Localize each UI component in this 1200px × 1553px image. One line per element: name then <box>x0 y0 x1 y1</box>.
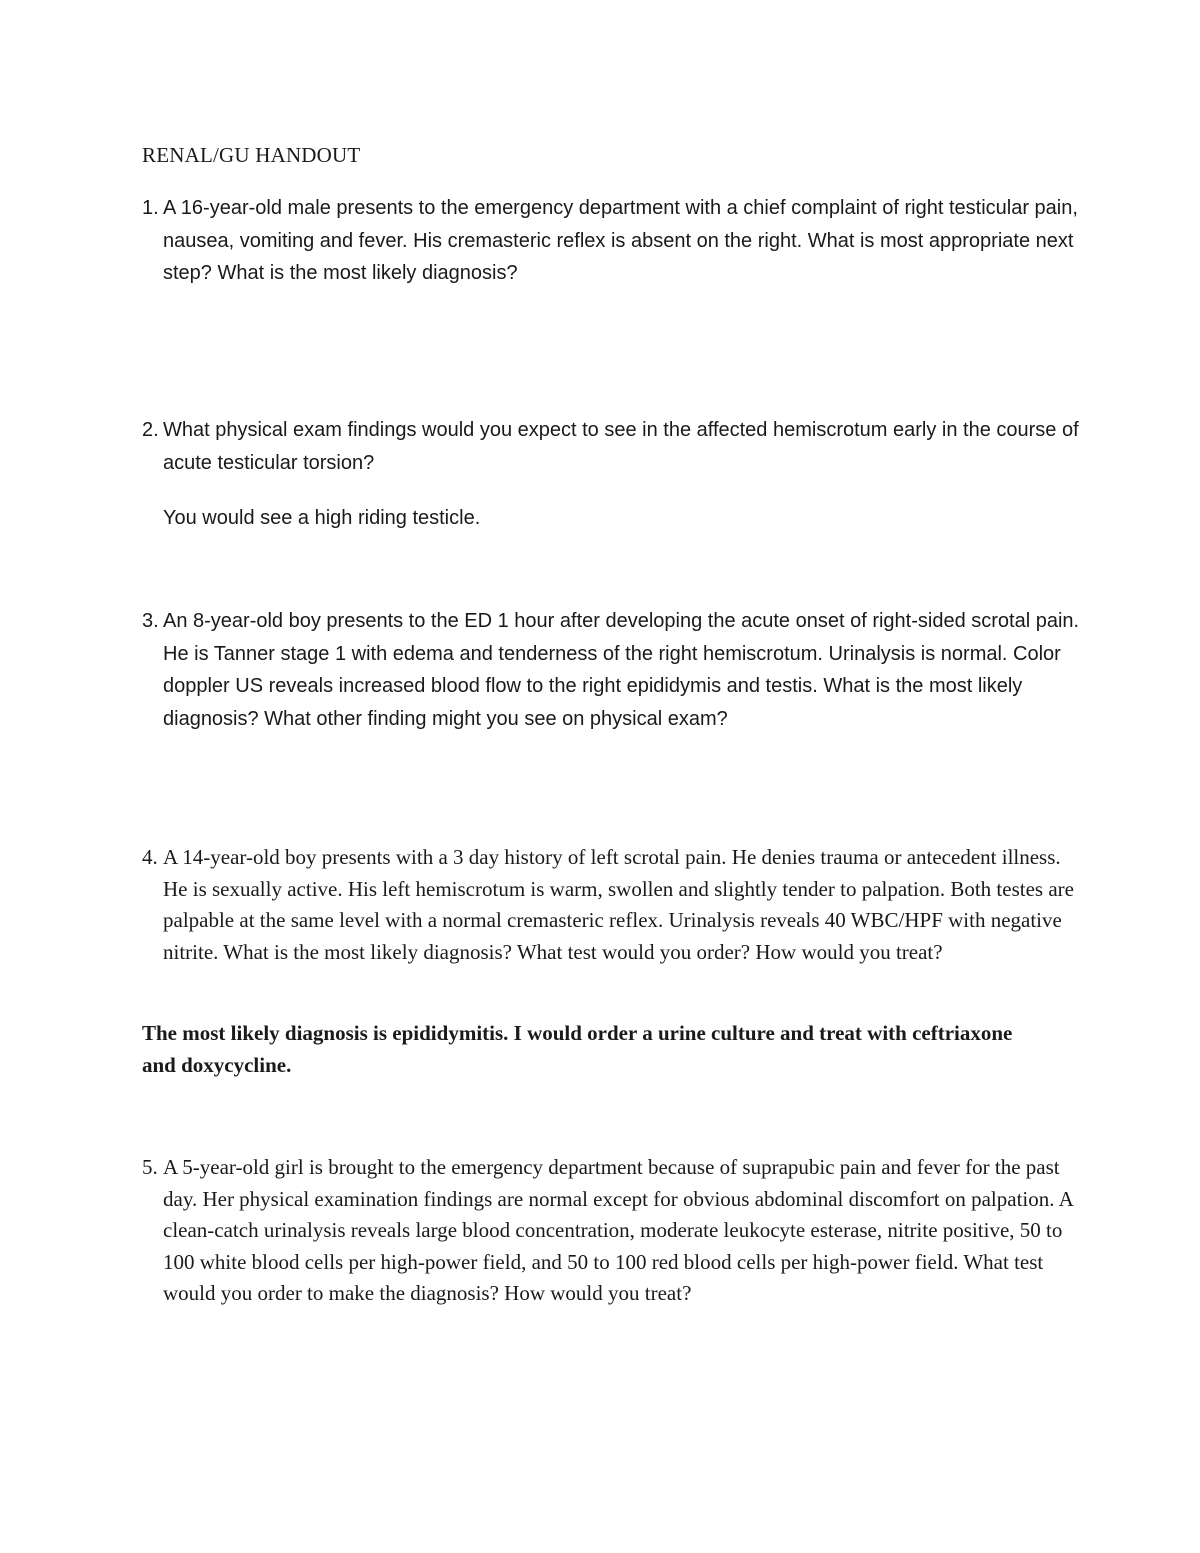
question-text: A 16-year-old male presents to the emergency department with a chief complaint of right testicular pain, nausea, vomiting and fever. His cremasteric reflex is absent on the right. What is most appropriate next step? What is the most likely diagnosis? <box>163 197 1078 284</box>
question-3 <box>142 605 1082 735</box>
question-number: 1. <box>142 197 159 219</box>
question-number: 3. <box>142 610 159 632</box>
question-number: 2. <box>142 419 159 441</box>
answer-2: You would see a high riding testicle. <box>163 507 481 529</box>
question-text: What physical exam findings would you expect to see in the affected hemiscrotum early in the course of acute testicular torsion? <box>163 419 1079 474</box>
answer-4: The most likely diagnosis is epididymitis. I would order a urine culture and treat with ceftriaxone and doxycycline. <box>142 1021 1013 1077</box>
question-4 <box>142 842 1082 968</box>
question-text: A 14-year-old boy presents with a 3 day history of left scrotal pain. He denies trauma or antecedent illness. He is sexually active. His left hemiscrotum is warm, swollen and slightly tender to palpation. Both testes are palpable at the same level with a normal cremasteric reflex. Urinalysis reveals 40 WBC/HPF with negative nitrite. What is the most likely diagnosis? What test would you order? How would you treat? <box>163 845 1074 964</box>
question-1 <box>142 192 1082 290</box>
document-title: RENAL/GU HANDOUT <box>142 143 361 167</box>
question-text: A 5-year-old girl is brought to the emergency department because of suprapubic pain and fever for the past day. Her physical examination findings are normal except for obvious abdominal discomfort on palpation. A clean-catch urinalysis reveals large blood concentration, moderate leukocyte esterase, nitrite positive, 50 to 100 white blood cells per high-power field, and 50 to 100 red blood cells per high-power field. What test would you order to make the diagnosis? How would you treat? <box>163 1155 1073 1305</box>
question-5 <box>142 1152 1082 1310</box>
question-number: 5. <box>142 1155 158 1179</box>
question-text: An 8-year-old boy presents to the ED 1 hour after developing the acute onset of right-sided scrotal pain. He is Tanner stage 1 with edema and tenderness of the right hemiscrotum. Urinalysis is normal. Color doppler US reveals increased blood flow to the right epididymis and testis. What is the most likely diagnosis? What other finding might you see on physical exam? <box>163 610 1080 730</box>
question-number: 4. <box>142 845 158 869</box>
question-2 <box>142 414 1082 479</box>
